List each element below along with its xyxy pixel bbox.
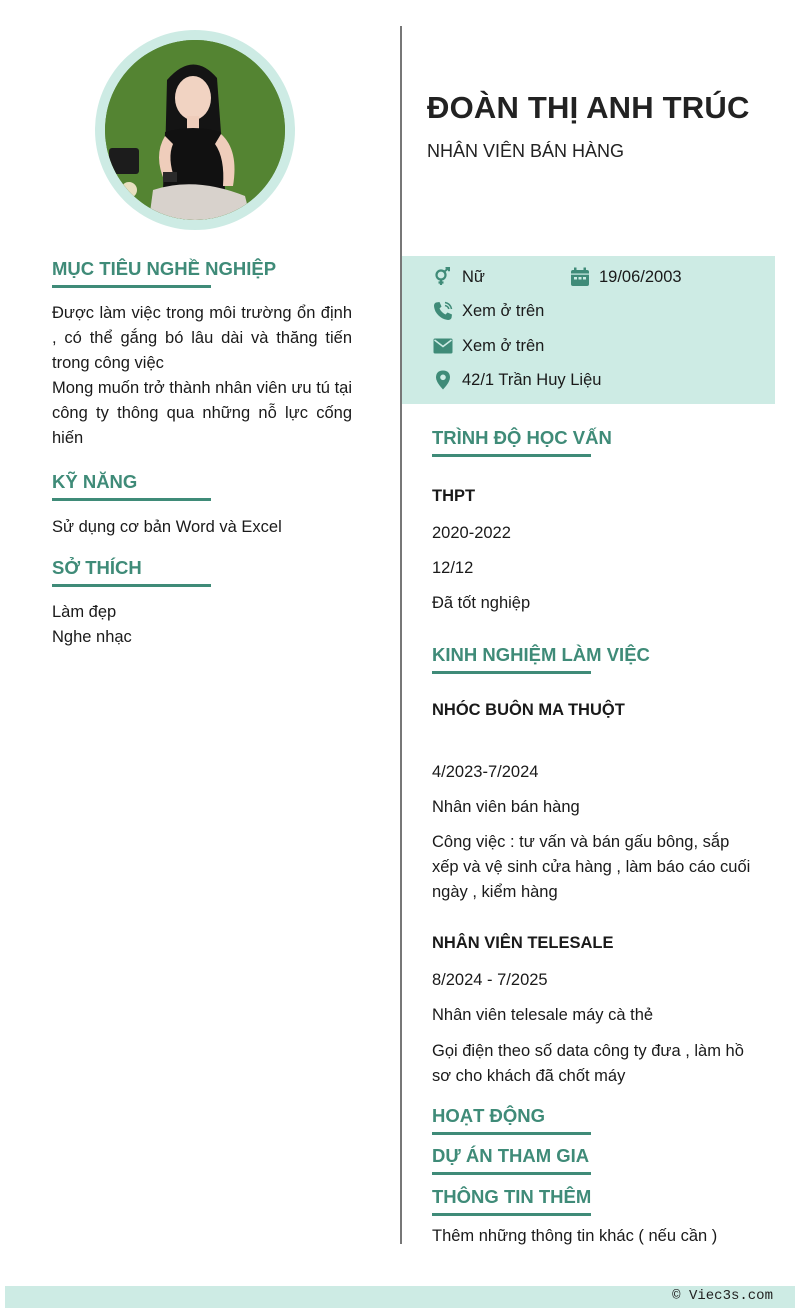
contact-address [432,369,601,391]
objective-heading: MỤC TIÊU NGHỀ NGHIỆP [52,258,211,288]
hobbies-section [52,557,352,587]
dob-value: 19/06/2003 [599,267,682,286]
education-grade: 12/12 [432,559,474,577]
projects-section [432,1145,591,1175]
projects-heading: DỰ ÁN THAM GIA [432,1145,591,1175]
footer-credit: © Viec3s.com [672,1288,773,1304]
skills-list [52,515,352,540]
objective-line: Được làm việc trong môi trường ổn định , có thể gắng bó lâu dài và thăng tiến trong công việc [52,304,352,372]
job-period: 4/2023-7/2024 [432,763,539,781]
extra-heading: THÔNG TIN THÊM [432,1186,591,1216]
objective-text [52,301,352,451]
contact-panel [402,256,775,404]
hobby-item: Làm đẹp [52,603,117,621]
extra-text: Thêm những thông tin khác ( nếu cần ) [432,1227,718,1245]
contact-phone [432,300,544,322]
job-period: 8/2024 - 7/2025 [432,971,548,989]
job-description: Gọi điện theo số data công ty đưa , làm hồ sơ cho khách đã chốt máy [432,1042,744,1085]
phone-value: Xem ở trên [462,301,545,320]
education-status: Đã tốt nghiệp [432,594,531,612]
column-divider [400,26,402,1244]
job-role: Nhân viên bán hàng [432,798,580,816]
footer-bar [5,1286,795,1308]
activities-section [432,1105,591,1135]
skills-heading: KỸ NĂNG [52,471,211,501]
objective-line: Mong muốn trở thành nhân viên ưu tú tại công ty thông qua những nỗ lực cống hiến [52,379,352,447]
job-company: NHÂN VIÊN TELESALE [432,934,614,952]
job-description: Công việc : tư vấn và bán gấu bông, sắp xếp và vệ sinh cửa hàng , làm báo cáo cuối ngày , kiểm hàng [432,833,751,901]
hobbies-list [52,600,352,650]
gender-value: Nữ [462,267,485,286]
job-role: Nhân viên telesale máy cà thẻ [432,1006,654,1024]
contact-gender [432,266,485,288]
gender-icon [432,266,454,288]
location-pin-icon [432,369,454,391]
hobbies-heading: SỞ THÍCH [52,557,211,587]
phone-icon [432,300,454,322]
experience-section [432,644,650,674]
objective-section [52,258,352,288]
hobby-item: Nghe nhạc [52,628,132,646]
skills-section [52,471,352,501]
contact-email [432,335,544,357]
education-heading: TRÌNH ĐỘ HỌC VẤN [432,427,591,457]
mail-icon [432,335,454,357]
experience-heading: KINH NGHIỆM LÀM VIỆC [432,644,591,674]
avatar-ring [95,30,295,230]
avatar [105,40,285,220]
email-value: Xem ở trên [462,336,545,355]
calendar-icon [569,266,591,288]
job-company: NHÓC BUÔN MA THUỘT [432,701,625,719]
address-value: 42/1 Trần Huy Liệu [462,370,602,389]
contact-dob [569,266,682,288]
activities-heading: HOẠT ĐỘNG [432,1105,591,1135]
education-section [432,427,612,457]
extra-section [432,1186,591,1216]
candidate-name: ĐOÀN THỊ ANH TRÚC [427,90,750,125]
education-period: 2020-2022 [432,524,511,542]
candidate-position: NHÂN VIÊN BÁN HÀNG [427,141,625,161]
education-school: THPT [432,487,476,505]
skill-item: Sử dụng cơ bản Word và Excel [52,518,282,536]
